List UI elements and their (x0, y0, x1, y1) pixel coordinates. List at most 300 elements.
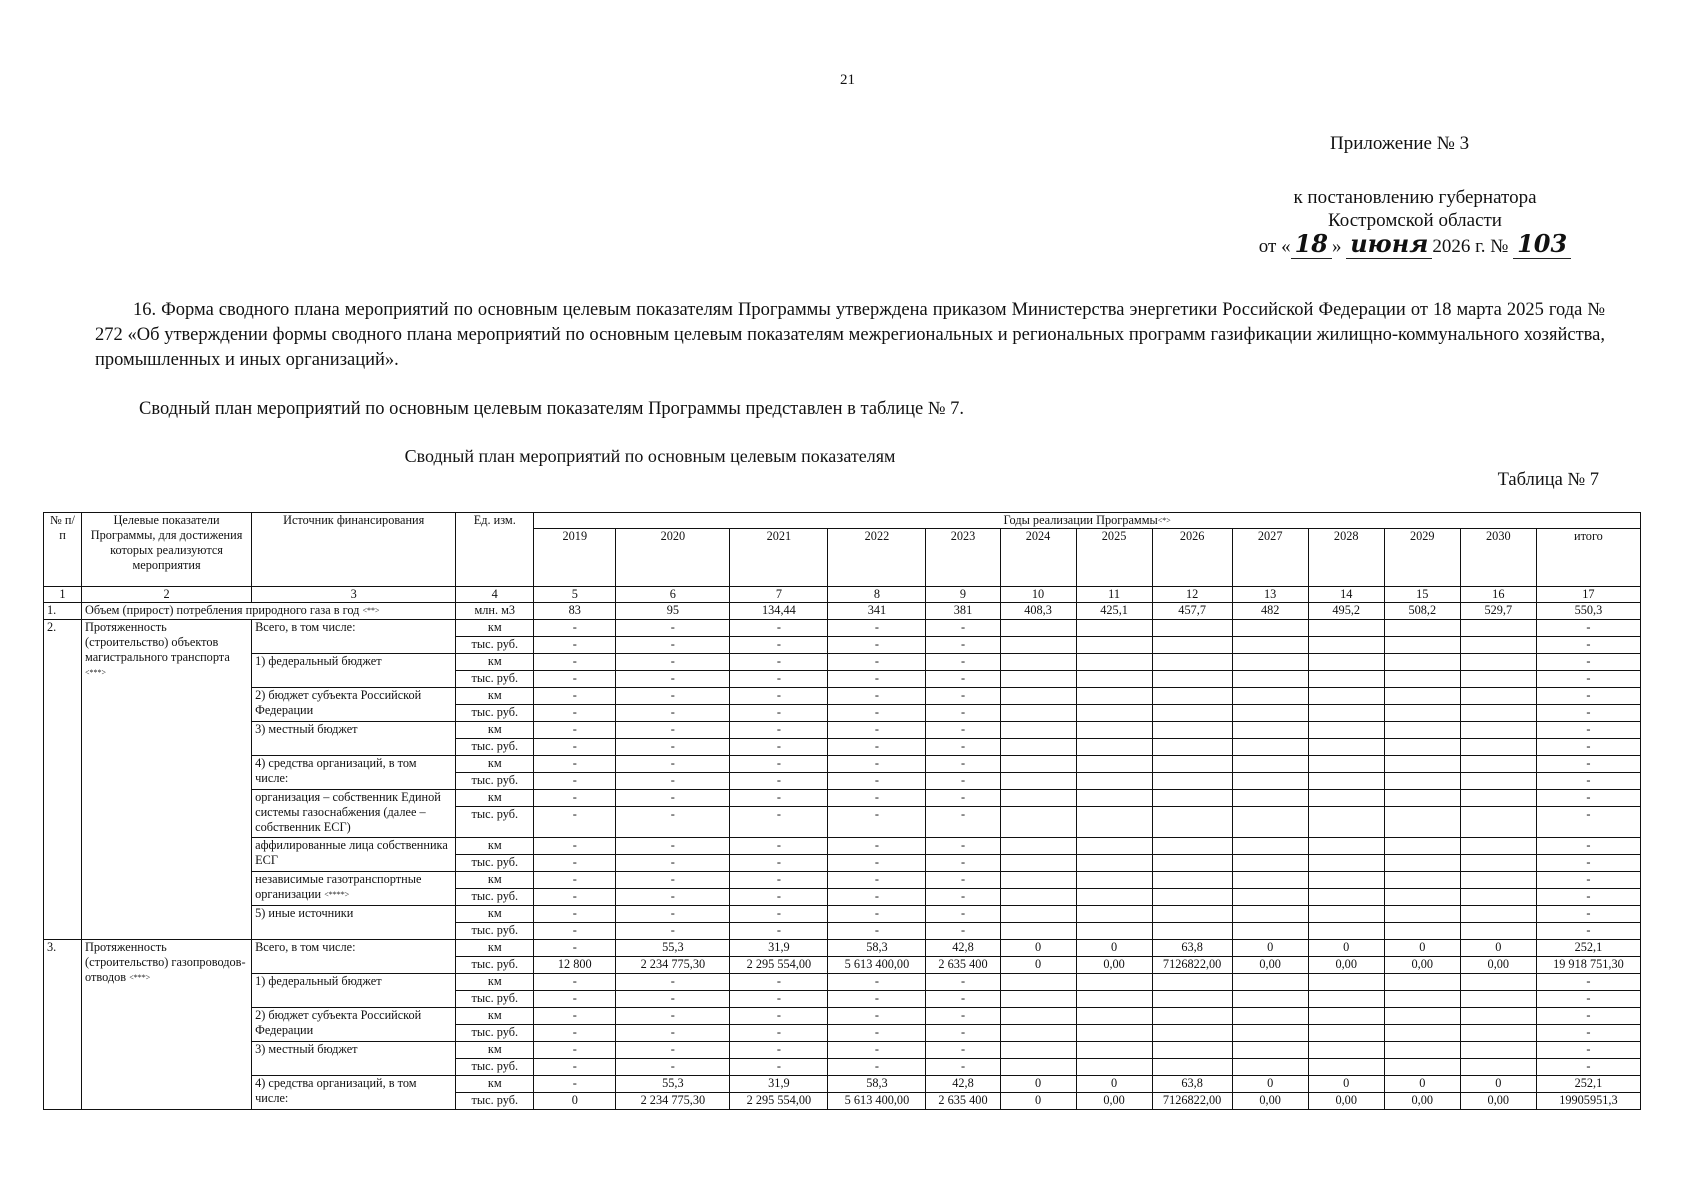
table-cell (1000, 1059, 1076, 1076)
table-cell: - (1536, 637, 1640, 654)
table-cell (1000, 906, 1076, 923)
table-cell (1232, 756, 1308, 773)
funding-source-name: 4) средства организаций, в том числе: (255, 756, 417, 785)
table-cell: 0 (1384, 1076, 1460, 1093)
table-cell (1384, 923, 1460, 940)
table-cell (1152, 620, 1232, 637)
table-cell: 0,00 (1460, 1093, 1536, 1110)
row-unit: км (456, 872, 534, 889)
table-row (44, 940, 1641, 957)
column-number: 15 (1384, 587, 1460, 603)
table-cell (1308, 807, 1384, 838)
table-cell (1000, 838, 1076, 855)
table-cell (1000, 1042, 1076, 1059)
table-cell: - (730, 637, 828, 654)
table-cell: 0 (1076, 1076, 1152, 1093)
table-cell: - (616, 1008, 730, 1025)
table-cell (1076, 688, 1152, 705)
table-cell (1000, 705, 1076, 722)
table-cell (1076, 773, 1152, 790)
header-year: 2020 (616, 529, 730, 587)
paragraph-form-approval: 16. Форма сводного плана мероприятий по основным целевым показателям Программы утверждена приказом Министерства энергетики Российской Федерации от 18 марта 2025 года № 272 «Об утверждении формы сводного плана мероприятий по основным целевым показателям межрегиональных и региональных программ газификации жилищно-коммунального хозяйства, промышленных и иных организаций». (95, 300, 1605, 370)
table-cell: - (730, 620, 828, 637)
table-cell: 0 (1460, 1076, 1536, 1093)
table-cell (1460, 889, 1536, 906)
row-unit: км (456, 790, 534, 807)
funding-source (252, 838, 456, 872)
table-cell (1384, 974, 1460, 991)
table-cell: - (1536, 1059, 1640, 1076)
header-year: 2024 (1000, 529, 1076, 587)
header-indicator: Целевые показатели Программы, для достижения которых реализуются мероприятия (82, 513, 252, 587)
table-cell: 0,00 (1076, 957, 1152, 974)
table-cell: - (616, 671, 730, 688)
table-cell: - (926, 1042, 1000, 1059)
funding-source-name: независимые газотранспортные организации (255, 872, 422, 901)
table-cell (1384, 620, 1460, 637)
summary-plan-table (43, 512, 1641, 1110)
table-cell (1460, 790, 1536, 807)
funding-source-name: 4) средства организаций, в том числе: (255, 1076, 417, 1105)
table-cell: 550,3 (1536, 603, 1640, 620)
table-cell: 0,00 (1308, 1093, 1384, 1110)
header-year: 2022 (828, 529, 926, 587)
table-cell: 0,00 (1384, 957, 1460, 974)
table-cell (1152, 974, 1232, 991)
table-cell (1308, 671, 1384, 688)
table-cell (1384, 991, 1460, 1008)
funding-source (252, 790, 456, 838)
table-cell: 5 613 400,00 (828, 1093, 926, 1110)
handwritten-month: июня (1346, 229, 1432, 259)
table-cell: - (730, 872, 828, 889)
table-cell: - (1536, 620, 1640, 637)
table-cell: 0,00 (1308, 957, 1384, 974)
funding-source-name: организация – собственник Единой системы газоснабжения (далее – собственник ЕСГ) (255, 790, 441, 834)
table-cell: 2 234 775,30 (616, 957, 730, 974)
table-cell: 63,8 (1152, 940, 1232, 957)
table-cell (1000, 807, 1076, 838)
table-cell (1384, 739, 1460, 756)
table-cell (1232, 838, 1308, 855)
table-row (44, 906, 1641, 923)
column-number: 6 (616, 587, 730, 603)
table-cell: - (616, 705, 730, 722)
row-label-text: Объем (прирост) потребления природного газа в год (85, 603, 360, 617)
table-cell (1460, 974, 1536, 991)
table-cell: - (534, 739, 616, 756)
table-cell (1076, 855, 1152, 872)
table-cell: 0 (1308, 940, 1384, 957)
table-cell (1308, 688, 1384, 705)
table-cell: - (1536, 671, 1640, 688)
table-cell: 408,3 (1000, 603, 1076, 620)
table-cell (1460, 637, 1536, 654)
table-cell: - (926, 889, 1000, 906)
header-year: 2026 (1152, 529, 1232, 587)
table-cell (1308, 923, 1384, 940)
table-cell: 55,3 (616, 940, 730, 957)
table-cell (1384, 838, 1460, 855)
table-cell (1384, 807, 1460, 838)
table-cell: - (534, 722, 616, 739)
table-cell: - (616, 855, 730, 872)
table-cell: - (616, 991, 730, 1008)
table-cell (1232, 807, 1308, 838)
table-cell (1232, 872, 1308, 889)
table-cell (1076, 1025, 1152, 1042)
table-cell (1232, 889, 1308, 906)
table-cell: 58,3 (828, 1076, 926, 1093)
section-num: 3. (44, 940, 82, 1110)
table-cell: - (828, 620, 926, 637)
row-unit: км (456, 688, 534, 705)
table-cell (1384, 671, 1460, 688)
table-cell: - (926, 688, 1000, 705)
table-row (44, 1008, 1641, 1025)
table-cell (1232, 1008, 1308, 1025)
table-cell: - (616, 807, 730, 838)
table-cell: 0,00 (1384, 1093, 1460, 1110)
table-cell: - (534, 974, 616, 991)
table-cell: - (828, 790, 926, 807)
table-cell (1460, 807, 1536, 838)
table-cell (1232, 688, 1308, 705)
table-cell (1000, 773, 1076, 790)
table-cell: 5 613 400,00 (828, 957, 926, 974)
handwritten-number: 103 (1513, 229, 1571, 259)
row-unit: тыс. руб. (456, 855, 534, 872)
table-cell: - (534, 1008, 616, 1025)
table-cell: - (1536, 773, 1640, 790)
table-cell: - (616, 923, 730, 940)
table-cell: - (616, 688, 730, 705)
table-cell: - (926, 790, 1000, 807)
table-cell: - (1536, 855, 1640, 872)
table-cell: - (926, 1008, 1000, 1025)
table-cell (1308, 889, 1384, 906)
table-cell: - (828, 855, 926, 872)
header-num: № п/п (44, 513, 82, 587)
table-cell: - (534, 872, 616, 889)
table-cell: 55,3 (616, 1076, 730, 1093)
row-unit: км (456, 906, 534, 923)
table-cell (1232, 991, 1308, 1008)
table-cell (1308, 722, 1384, 739)
table-cell: - (730, 739, 828, 756)
funding-source (252, 654, 456, 688)
table-cell (1460, 991, 1536, 1008)
header-year: 2028 (1308, 529, 1384, 587)
table-cell: - (616, 739, 730, 756)
table-cell: - (1536, 739, 1640, 756)
table-cell (1384, 773, 1460, 790)
table-cell: - (730, 889, 828, 906)
table-cell (1152, 705, 1232, 722)
table-cell: - (616, 790, 730, 807)
years-group-mark: <*> (1157, 516, 1171, 525)
table-cell (1232, 855, 1308, 872)
table-cell (1232, 705, 1308, 722)
funding-source (252, 1008, 456, 1042)
table-cell: - (926, 991, 1000, 1008)
table-cell: - (616, 773, 730, 790)
table-cell: - (926, 923, 1000, 940)
table-cell (1076, 671, 1152, 688)
table-cell: 2 635 400 (926, 957, 1000, 974)
table-cell: - (828, 722, 926, 739)
years-group-label: Годы реализации Программы (1003, 513, 1158, 527)
table-cell (1384, 872, 1460, 889)
table-cell (1308, 637, 1384, 654)
table-cell: - (1536, 688, 1640, 705)
header-year: итого (1536, 529, 1640, 587)
table-cell: - (1536, 838, 1640, 855)
row-unit: тыс. руб. (456, 705, 534, 722)
table-cell (1460, 739, 1536, 756)
table-cell: - (616, 620, 730, 637)
funding-source (252, 872, 456, 906)
table-cell: 0,00 (1232, 1093, 1308, 1110)
column-number: 14 (1308, 587, 1384, 603)
table-cell: 252,1 (1536, 940, 1640, 957)
table-cell: - (828, 1025, 926, 1042)
table-cell: - (730, 838, 828, 855)
table-cell (1076, 790, 1152, 807)
table-cell: - (730, 756, 828, 773)
date-mid: » (1331, 236, 1342, 257)
column-number: 9 (926, 587, 1000, 603)
header-source: Источник финансирования (252, 513, 456, 587)
table-cell (1232, 620, 1308, 637)
column-number: 2 (82, 587, 252, 603)
table-cell: - (828, 739, 926, 756)
date-prefix: от « (1258, 236, 1291, 257)
table-cell: - (1536, 1008, 1640, 1025)
table-cell: 134,44 (730, 603, 828, 620)
table-cell: - (926, 756, 1000, 773)
table-cell: - (926, 1059, 1000, 1076)
table-cell: - (534, 1025, 616, 1042)
table-cell (1308, 1042, 1384, 1059)
table-cell: - (616, 906, 730, 923)
table-cell (1460, 1042, 1536, 1059)
table-cell: - (1536, 906, 1640, 923)
column-number: 17 (1536, 587, 1640, 603)
row-unit: км (456, 974, 534, 991)
table-cell: - (828, 906, 926, 923)
table-cell (1308, 1025, 1384, 1042)
table-cell: - (1536, 991, 1640, 1008)
table-cell: - (1536, 756, 1640, 773)
table-row (44, 1076, 1641, 1093)
table-cell (1000, 1025, 1076, 1042)
table-cell (1152, 906, 1232, 923)
table-cell: - (926, 671, 1000, 688)
table-cell (1076, 620, 1152, 637)
table-cell (1000, 688, 1076, 705)
table-cell (1384, 906, 1460, 923)
table-cell (1232, 654, 1308, 671)
table-cell: 0 (1000, 1076, 1076, 1093)
table-cell (1308, 855, 1384, 872)
table-cell (1076, 1008, 1152, 1025)
table-cell (1308, 872, 1384, 889)
table-cell (1384, 722, 1460, 739)
row-unit: тыс. руб. (456, 1059, 534, 1076)
section-label (82, 620, 252, 940)
table-cell: - (926, 722, 1000, 739)
table-cell: - (828, 654, 926, 671)
column-number: 3 (252, 587, 456, 603)
funding-source (252, 1076, 456, 1110)
header-year: 2023 (926, 529, 1000, 587)
table-cell: - (926, 620, 1000, 637)
table-cell (1076, 1059, 1152, 1076)
row-unit: км (456, 838, 534, 855)
table-cell: - (616, 637, 730, 654)
table-cell (1460, 1025, 1536, 1042)
row-unit: тыс. руб. (456, 739, 534, 756)
table-cell (1460, 906, 1536, 923)
row-unit: км (456, 1042, 534, 1059)
table-cell (1076, 722, 1152, 739)
table-cell: - (730, 923, 828, 940)
paragraph-table-reference: Сводный план мероприятий по основным целевым показателям Программы представлен в таблице № 7. (139, 399, 965, 419)
table-cell: 381 (926, 603, 1000, 620)
table-cell (1460, 872, 1536, 889)
table-cell (1000, 855, 1076, 872)
row-unit: тыс. руб. (456, 923, 534, 940)
table-cell (1232, 722, 1308, 739)
table-cell: - (828, 671, 926, 688)
table-cell (1152, 855, 1232, 872)
funding-source (252, 974, 456, 1008)
table-cell: - (730, 1025, 828, 1042)
table-cell: 31,9 (730, 1076, 828, 1093)
table-cell: - (926, 773, 1000, 790)
table-cell (1232, 906, 1308, 923)
section-label-mark: <***> (129, 973, 151, 982)
header-year: 2025 (1076, 529, 1152, 587)
table-cell: 2 295 554,00 (730, 957, 828, 974)
table-cell (1384, 1042, 1460, 1059)
table-cell (1308, 1059, 1384, 1076)
row-label (82, 603, 456, 620)
table-cell: 31,9 (730, 940, 828, 957)
table-cell (1384, 705, 1460, 722)
table-row (44, 872, 1641, 889)
table-cell: - (926, 855, 1000, 872)
table-cell (1152, 739, 1232, 756)
table-cell: - (730, 671, 828, 688)
table-cell: 0 (534, 1093, 616, 1110)
table-cell (1076, 756, 1152, 773)
funding-source (252, 940, 456, 974)
column-number: 1 (44, 587, 82, 603)
table-cell: - (534, 991, 616, 1008)
table-cell (1460, 688, 1536, 705)
table-cell (1232, 739, 1308, 756)
table-cell (1152, 991, 1232, 1008)
table-cell (1308, 1008, 1384, 1025)
table-cell: - (828, 773, 926, 790)
row-unit: тыс. руб. (456, 957, 534, 974)
table-cell: - (926, 739, 1000, 756)
table-cell (1000, 620, 1076, 637)
table-cell: - (616, 889, 730, 906)
row-unit: тыс. руб. (456, 671, 534, 688)
table-cell (1152, 923, 1232, 940)
table-cell: - (828, 923, 926, 940)
funding-source (252, 906, 456, 940)
table-cell: - (730, 1042, 828, 1059)
table-cell: - (1536, 722, 1640, 739)
table-cell: 0,00 (1460, 957, 1536, 974)
table-cell: - (926, 807, 1000, 838)
table-cell: - (730, 654, 828, 671)
table-cell (1152, 872, 1232, 889)
table-cell (1460, 855, 1536, 872)
table-cell: 495,2 (1308, 603, 1384, 620)
table-cell: - (534, 1076, 616, 1093)
table-cell: - (534, 756, 616, 773)
column-number: 5 (534, 587, 616, 603)
table-cell: - (616, 722, 730, 739)
table-cell (1000, 974, 1076, 991)
table-cell (1308, 620, 1384, 637)
funding-source-name: 1) федеральный бюджет (255, 654, 382, 668)
row-unit: км (456, 1076, 534, 1093)
funding-source-name: аффилированные лица собственника ЕСГ (255, 838, 448, 867)
funding-source-name: 1) федеральный бюджет (255, 974, 382, 988)
decree-date-line (1240, 229, 1590, 258)
row-unit: км (456, 940, 534, 957)
table-cell: - (730, 1059, 828, 1076)
table-cell: - (926, 1025, 1000, 1042)
table-cell: 2 234 775,30 (616, 1093, 730, 1110)
table-cell (1308, 838, 1384, 855)
funding-source-name: 2) бюджет субъекта Российской Федерации (255, 1008, 422, 1037)
row-num: 1. (44, 603, 82, 620)
table-cell: - (828, 807, 926, 838)
table-cell: - (730, 688, 828, 705)
table-cell (1000, 637, 1076, 654)
header-year: 2030 (1460, 529, 1536, 587)
row-unit: км (456, 756, 534, 773)
table-cell (1308, 756, 1384, 773)
table-cell (1076, 923, 1152, 940)
table-cell (1460, 923, 1536, 940)
table-cell: - (926, 637, 1000, 654)
table-cell: 42,8 (926, 1076, 1000, 1093)
row-unit: тыс. руб. (456, 1025, 534, 1042)
table-cell: - (828, 974, 926, 991)
row-unit: тыс. руб. (456, 889, 534, 906)
table-cell: 457,7 (1152, 603, 1232, 620)
table-cell: - (1536, 974, 1640, 991)
table-cell (1384, 1025, 1460, 1042)
table-cell (1000, 756, 1076, 773)
table-cell: 7126822,00 (1152, 957, 1232, 974)
table-cell: - (730, 807, 828, 838)
column-number: 8 (828, 587, 926, 603)
table-cell: - (534, 838, 616, 855)
row-unit: тыс. руб. (456, 991, 534, 1008)
table-cell: - (1536, 1025, 1640, 1042)
table-cell: - (534, 705, 616, 722)
table-cell: - (1536, 923, 1640, 940)
